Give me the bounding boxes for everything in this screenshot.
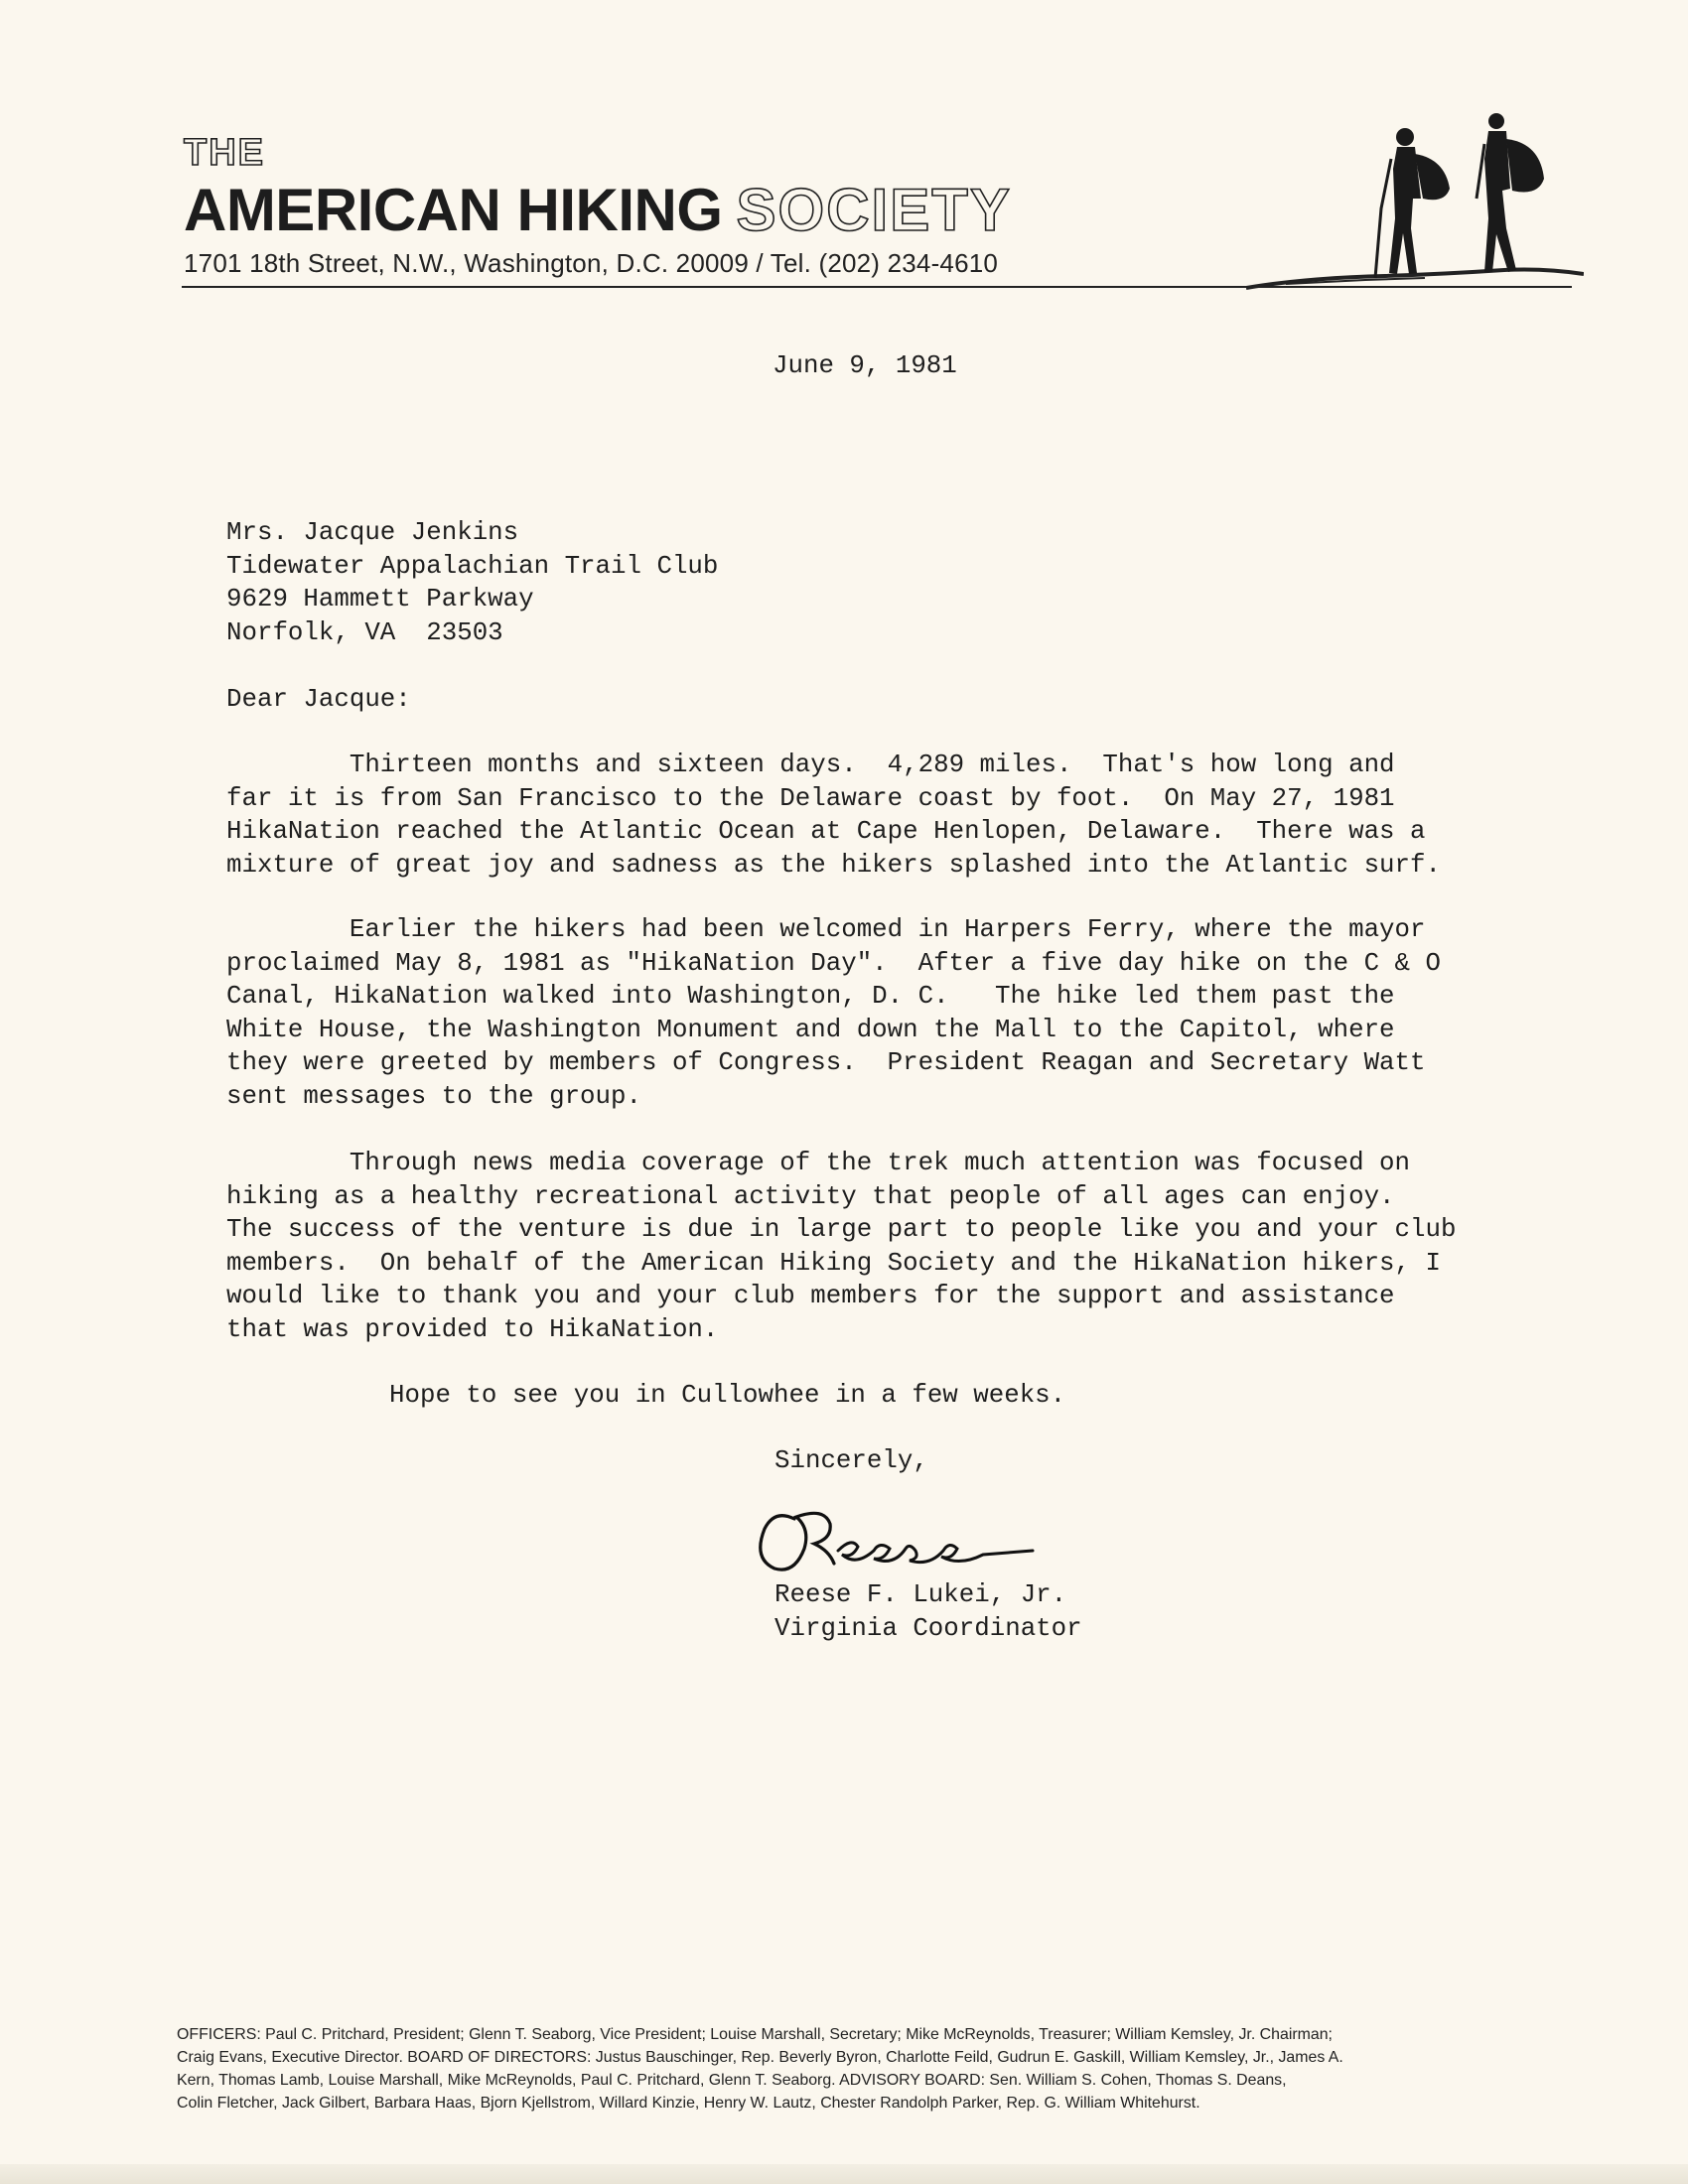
letterhead-name-bold: AMERICAN HIKING <box>184 177 723 243</box>
recipient-line: Mrs. Jacque Jenkins <box>226 518 519 547</box>
body-paragraph-1 <box>226 749 1441 882</box>
letterhead-organization-name <box>184 179 1012 242</box>
footer-line: Colin Fletcher, Jack Gilbert, Barbara Haas, Bjorn Kjellstrom, Willard Kinzie, Henry W. Lautz, Chester Randolph Parker, Rep. G. William Whitehurst. <box>177 2095 1200 2112</box>
text-line: hiking as a healthy recreational activity that people of all ages can enjoy. <box>226 1181 1395 1211</box>
text-line: proclaimed May 8, 1981 as "HikaNation Day". After a five day hike on the C & O <box>226 948 1441 978</box>
handwritten-signature-icon <box>735 1489 1043 1588</box>
letterhead-footer <box>177 2023 1577 2115</box>
page-bottom-edge <box>0 2164 1688 2184</box>
letterhead-address: 1701 18th Street, N.W., Washington, D.C. 20009 / Tel. (202) 234-4610 <box>184 248 999 278</box>
text-line: Through news media coverage of the trek much attention was focused on <box>226 1149 1411 1177</box>
signer-title: Virginia Coordinator <box>774 1613 1082 1643</box>
footer-line: OFFICERS: Paul C. Pritchard, President; Glenn T. Seaborg, Vice President; Louise Marshall, Secretary; Mike McReynolds, Treasurer; William Kemsley, Jr. Chairman; <box>177 2026 1333 2043</box>
text-line: Thirteen months and sixteen days. 4,289 miles. That's how long and <box>226 751 1395 779</box>
text-line: mixture of great joy and sadness as the hikers splashed into the Atlantic surf. <box>226 850 1441 880</box>
recipient-address <box>226 516 718 649</box>
text-line: Canal, HikaNation walked into Washington, D. C. The hike led them past the <box>226 982 1395 1011</box>
text-line: members. On behalf of the American Hiking Society and the HikaNation hikers, I <box>226 1248 1441 1278</box>
text-line: sent messages to the group. <box>226 1081 641 1111</box>
recipient-line: 9629 Hammett Parkway <box>226 585 534 614</box>
letterhead-name-outline: SOCIETY <box>736 177 1012 243</box>
footer-line: Kern, Thomas Lamb, Louise Marshall, Mike McReynolds, Paul C. Pritchard, Glenn T. Seaborg. ADVISORY BOARD: Sen. William S. Cohen, Thomas S. Deans, <box>177 2072 1287 2089</box>
text-line: they were greeted by members of Congress. President Reagan and Secretary Watt <box>226 1048 1426 1077</box>
hikers-logo-icon <box>1246 99 1584 298</box>
text-line: Earlier the hikers had been welcomed in Harpers Ferry, where the mayor <box>226 915 1426 944</box>
closing-line: Hope to see you in Cullowhee in a few weeks. <box>389 1381 1066 1410</box>
text-line: HikaNation reached the Atlantic Ocean at Cape Henlopen, Delaware. There was a <box>226 817 1426 846</box>
text-line: far it is from San Francisco to the Delaware coast by foot. On May 27, 1981 <box>226 783 1395 813</box>
signer-name: Reese F. Lukei, Jr. <box>774 1580 1067 1609</box>
recipient-line: Tidewater Appalachian Trail Club <box>226 551 719 581</box>
text-line: that was provided to HikaNation. <box>226 1314 719 1344</box>
text-line: would like to thank you and your club members for the support and assistance <box>226 1282 1395 1310</box>
footer-line: Craig Evans, Executive Director. BOARD OF DIRECTORS: Justus Bauschinger, Rep. Beverly Byron, Charlotte Feild, Gudrun E. Gaskill, William Kemsley, Jr., James A. <box>177 2049 1343 2066</box>
recipient-line: Norfolk, VA 23503 <box>226 617 503 647</box>
signer-block <box>774 1578 1082 1645</box>
salutation: Dear Jacque: <box>226 685 411 714</box>
body-paragraph-2 <box>226 913 1441 1113</box>
body-paragraph-3 <box>226 1147 1456 1346</box>
valediction: Sincerely, <box>774 1446 928 1475</box>
letterhead-the: THE <box>184 132 265 174</box>
text-line: The success of the venture is due in large part to people like you and your club <box>226 1215 1457 1244</box>
letter-date: June 9, 1981 <box>773 351 957 380</box>
text-line: White House, the Washington Monument and down the Mall to the Capitol, where <box>226 1015 1395 1044</box>
